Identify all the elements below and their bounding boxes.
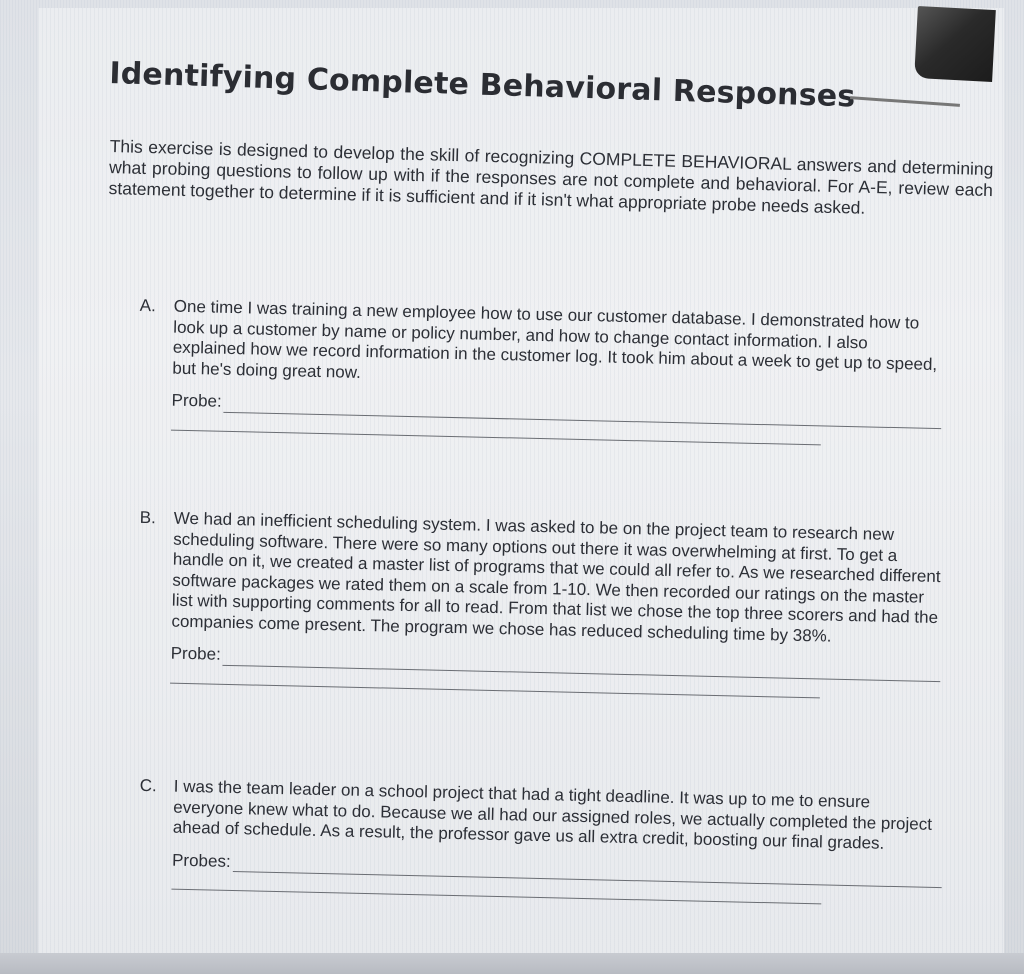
probe-row <box>170 644 940 682</box>
document-page <box>38 8 1004 953</box>
exercise-item-b <box>140 508 944 701</box>
item-letter: C. <box>139 775 157 796</box>
item-statement: One time I was training a new employee how to use our customer database. I demonstrated how to look up a customer by name or policy number, and how to change contact information. I also explained how we record information in the customer log. It took him about a week to get up to speed, but he's doing great now. <box>172 296 938 382</box>
exercise-item-a <box>141 296 944 448</box>
item-statement: We had an inefficient scheduling system. I was asked to be on the project team to research new scheduling software. There were so many options out there it was overwhelming at first. To get a handle on it, we created a master list of programs that we could all refer to. As we researched different software packages we rated them on a scale from 1-10. We then recorded our ratings on the master list with supporting comments for all to read. From that list we chose the top three scorers and had the companies come present. The program we chose has reduced scheduling time by 38%. <box>171 508 941 646</box>
probe-answer-line-2[interactable] <box>171 423 821 445</box>
corner-tape-decoration <box>914 6 996 82</box>
probe-label: Probe: <box>171 390 222 411</box>
probe-answer-line[interactable] <box>232 853 942 888</box>
probe-row <box>171 391 941 429</box>
probe-label: Probe: <box>170 643 222 664</box>
probe-answer-line-2[interactable] <box>171 883 821 905</box>
probe-answer-line[interactable] <box>223 646 941 681</box>
intro-paragraph: This exercise is designed to develop the skill of recognizing COMPLETE BEHAVIORAL answers and determining what probing questions to follow up with if the responses are not complete and behavioral. For A-E, review each statement together to determine if it is sufficient and if it isn't what appropriate probe needs asked. <box>108 136 994 218</box>
item-statement: I was the team leader on a school project that had a tight deadline. It was up to me to ensure everyone knew what to do. Because we all had our assigned roles, we actually completed the project ahead of schedule. As a result, the professor gave us all extra credit, boosting our final grades. <box>172 776 933 853</box>
probe-answer-line-2[interactable] <box>170 676 820 698</box>
item-letter: A. <box>139 295 157 316</box>
probe-label: Probes: <box>171 850 231 871</box>
monitor-bezel-strip <box>0 953 1024 974</box>
exercise-item-c <box>141 776 943 907</box>
probe-answer-line[interactable] <box>223 393 941 428</box>
probe-row <box>172 850 942 888</box>
page-title: Identifying Complete Behavioral Responses <box>108 56 856 115</box>
item-letter: B. <box>139 507 157 528</box>
title-rule <box>850 96 960 107</box>
